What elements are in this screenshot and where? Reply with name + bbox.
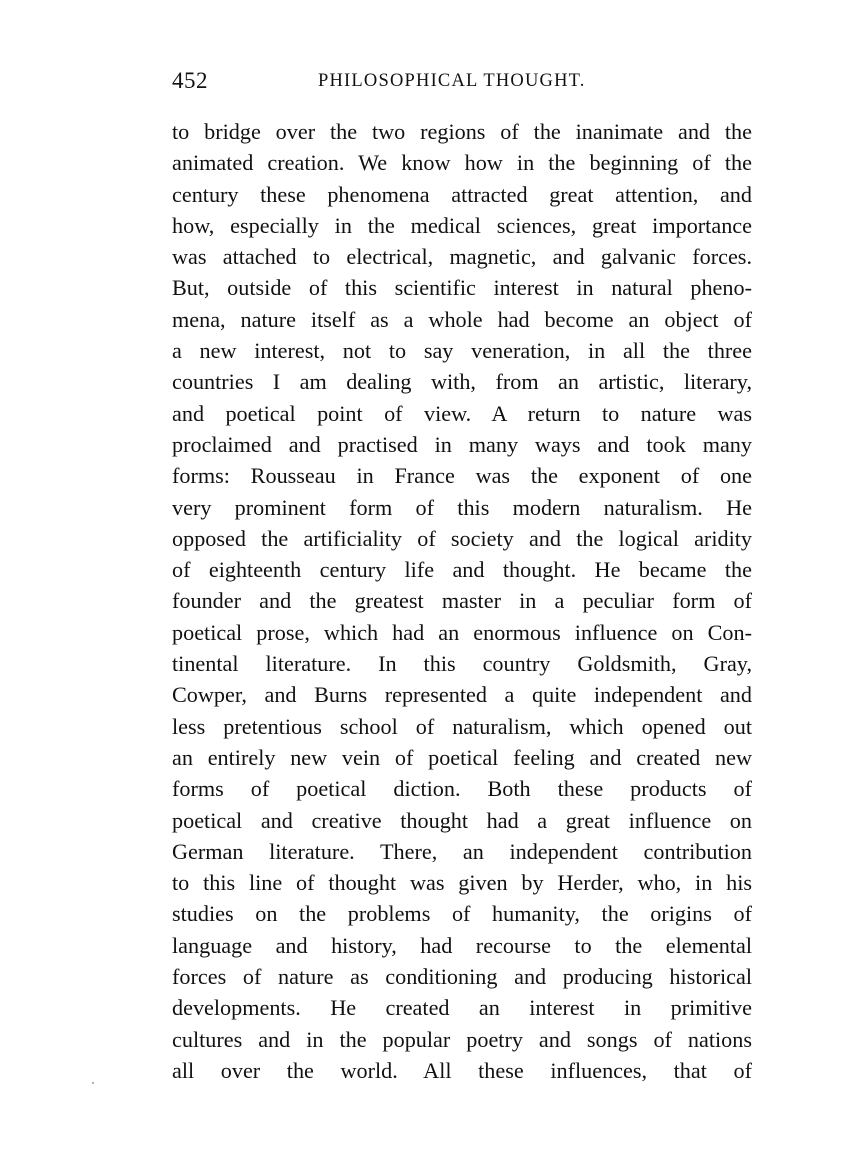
text-line: opposed the artificiality of society and the logical aridity	[172, 525, 752, 551]
text-line: and poetical point of view. A return to nature was	[172, 400, 752, 426]
running-head: PHILOSOPHICAL THOUGHT.	[318, 71, 586, 91]
page-header	[172, 68, 752, 98]
text-line: forms of poetical diction. Both these products of	[172, 776, 752, 802]
text-line: forces of nature as conditioning and producing historical	[172, 964, 752, 990]
text-line: But, outside of this scientific interest in natural pheno-	[172, 275, 752, 301]
text-line: countries I am dealing with, from an artistic, literary,	[172, 369, 752, 395]
text-line: poetical prose, which had an enormous influence on Con-	[172, 619, 752, 645]
text-line: forms: Rousseau in France was the exponent of one	[172, 463, 752, 489]
text-line: was attached to electrical, magnetic, and galvanic forces.	[172, 244, 752, 270]
body-text	[172, 116, 752, 1086]
text-line: to bridge over the two regions of the inanimate and the	[172, 119, 752, 144]
paper-speck	[92, 1082, 94, 1084]
text-line: of eighteenth century life and thought. He became the	[172, 557, 752, 583]
text-line: how, especially in the medical sciences, great importance	[172, 212, 752, 238]
text-line: cultures and in the popular poetry and songs of nations	[172, 1026, 752, 1052]
text-line: founder and the greatest master in a peculiar form of	[172, 588, 752, 614]
text-line: all over the world. All these influences, that of	[172, 1057, 752, 1083]
text-line: an entirely new vein of poetical feeling and created new	[172, 744, 752, 770]
text-line: proclaimed and practised in many ways and took many	[172, 431, 752, 457]
text-line: language and history, had recourse to the elemental	[172, 932, 752, 958]
text-line: less pretentious school of naturalism, which opened out	[172, 713, 752, 739]
text-line: century these phenomena attracted great attention, and	[172, 181, 752, 207]
page-number: 452	[172, 68, 208, 93]
text-line: poetical and creative thought had a great influence on	[172, 807, 752, 833]
text-line: to this line of thought was given by Herder, who, in his	[172, 870, 752, 896]
text-line: very prominent form of this modern naturalism. He	[172, 494, 752, 520]
text-line: animated creation. We know how in the beginning of the	[172, 150, 752, 176]
text-line: developments. He created an interest in primitive	[172, 995, 752, 1021]
text-line: German literature. There, an independent contribution	[172, 838, 752, 864]
text-line: a new interest, not to say veneration, in all the three	[172, 338, 752, 364]
text-line: Cowper, and Burns represented a quite independent and	[172, 682, 752, 708]
text-line: tinental literature. In this country Goldsmith, Gray,	[172, 651, 752, 677]
text-line: studies on the problems of humanity, the origins of	[172, 901, 752, 927]
text-line: mena, nature itself as a whole had become an object of	[172, 306, 752, 332]
